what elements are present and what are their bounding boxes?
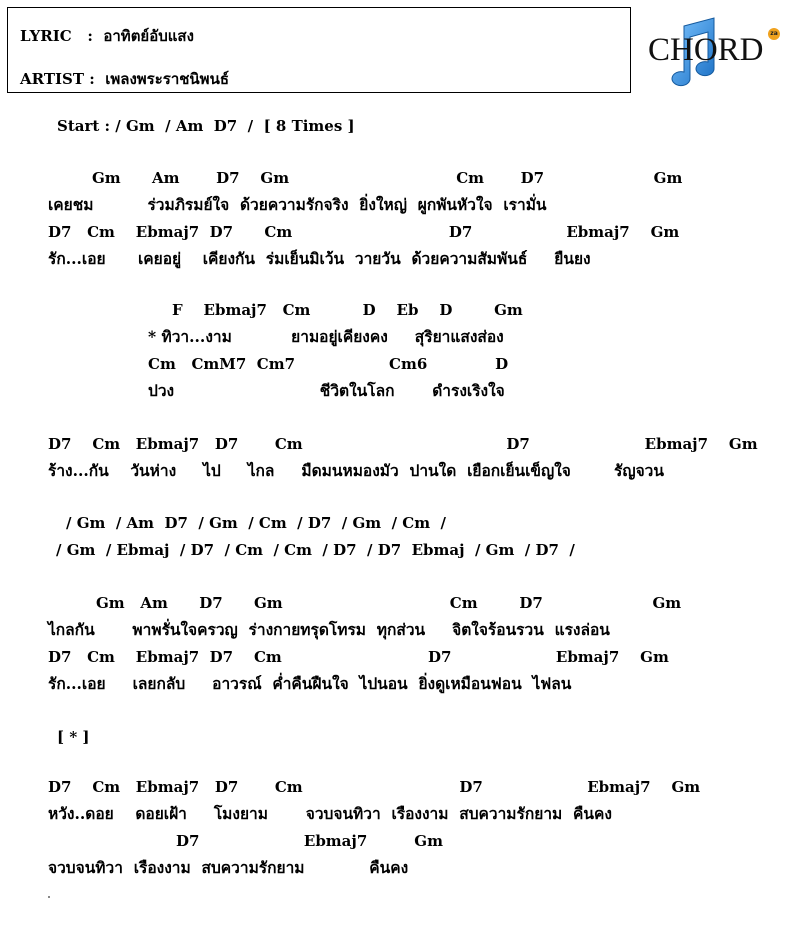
lyric-line: รัก...เอย เลยกลับ อาวรณ์ ค่ำคืนฝืนใจ ไปนอน ยิ่งดูเหมือนฟอน ไฟลน — [48, 674, 572, 693]
lyric-line: ไกลกัน พาพรั่นใจครวญ ร่างกายทรุดโทรม ทุกส่วน จิตใจร้อนรวน แรงล่อน — [48, 620, 610, 639]
artist-name: เพลงพระราชนิพนธ์ — [105, 70, 229, 88]
chord-line: F Ebmaj7 Cm D Eb D Gm — [172, 301, 523, 319]
lyric-line: จวบจนทิวา เรืองงาม สบความรักยาม คืนคง — [48, 858, 409, 877]
intro-line: Start : / Gm / Am D7 / [ 8 Times ] — [57, 117, 355, 135]
chord-line: Cm CmM7 Cm7 Cm6 D — [148, 355, 509, 373]
lyric-row — [20, 24, 194, 48]
chord-line: Gm Am D7 Gm Cm D7 Gm — [96, 594, 682, 612]
logo-badge: za — [768, 28, 780, 40]
stray-dot — [48, 896, 50, 898]
chord-line: D7 Cm Ebmaj7 D7 Cm D7 Ebmaj7 Gm — [48, 223, 680, 241]
lyric-line: หวัง..ดอย ดอยเฝ้า โมงยาม จวบจนทิวา เรืองงาม สบความรักยาม คืนคง — [48, 804, 612, 823]
artist-row — [20, 67, 229, 91]
song-title: อาทิตย์อับแสง — [103, 27, 194, 45]
lyric-line: รัก...เอย เคยอยู่ เคียงกัน ร่มเย็นมิเว้น วายวัน ด้วยความสัมพันธ์ ยืนยง — [48, 249, 591, 268]
artist-label: ARTIST : — [20, 70, 95, 88]
lyric-line: ปวง ชีวิตในโลก ดำรงเริงใจ — [148, 381, 505, 400]
chord-line: D7 Cm Ebmaj7 D7 Cm D7 Ebmaj7 Gm — [48, 778, 701, 796]
lyric-line: ร้าง...กัน วันห่าง ไป ไกล มืดมนหมองมัว ปานใด เยือกเย็นเข็ญใจ รัญจวน — [48, 461, 664, 480]
chord-line: D7 Ebmaj7 Gm — [176, 832, 443, 850]
instrumental-line: / Gm / Ebmaj / D7 / Cm / Cm / D7 / D7 Ebmaj / Gm / D7 / — [56, 541, 575, 559]
chord-line: Gm Am D7 Gm Cm D7 Gm — [92, 169, 683, 187]
repeat-marker: [ * ] — [57, 728, 90, 746]
lyric-line: * ทิวา...งาม ยามอยู่เคียงคง สุริยาแสงส่อง — [148, 327, 504, 346]
lyric-line: เคยชม ร่วมภิรมย์ใจ ด้วยความรักจริง ยิ่งใหญ่ ผูกพันหัวใจ เรามั่น — [48, 195, 547, 214]
song-info-box — [7, 7, 631, 93]
lyric-label: LYRIC : — [20, 27, 93, 45]
chord-logo — [644, 14, 790, 88]
chord-line: D7 Cm Ebmaj7 D7 Cm D7 Ebmaj7 Gm — [48, 435, 758, 453]
instrumental-line: / Gm / Am D7 / Gm / Cm / D7 / Gm / Cm / — [66, 514, 447, 532]
logo-text: CHORD — [648, 32, 764, 68]
chord-line: D7 Cm Ebmaj7 D7 Cm D7 Ebmaj7 Gm — [48, 648, 669, 666]
